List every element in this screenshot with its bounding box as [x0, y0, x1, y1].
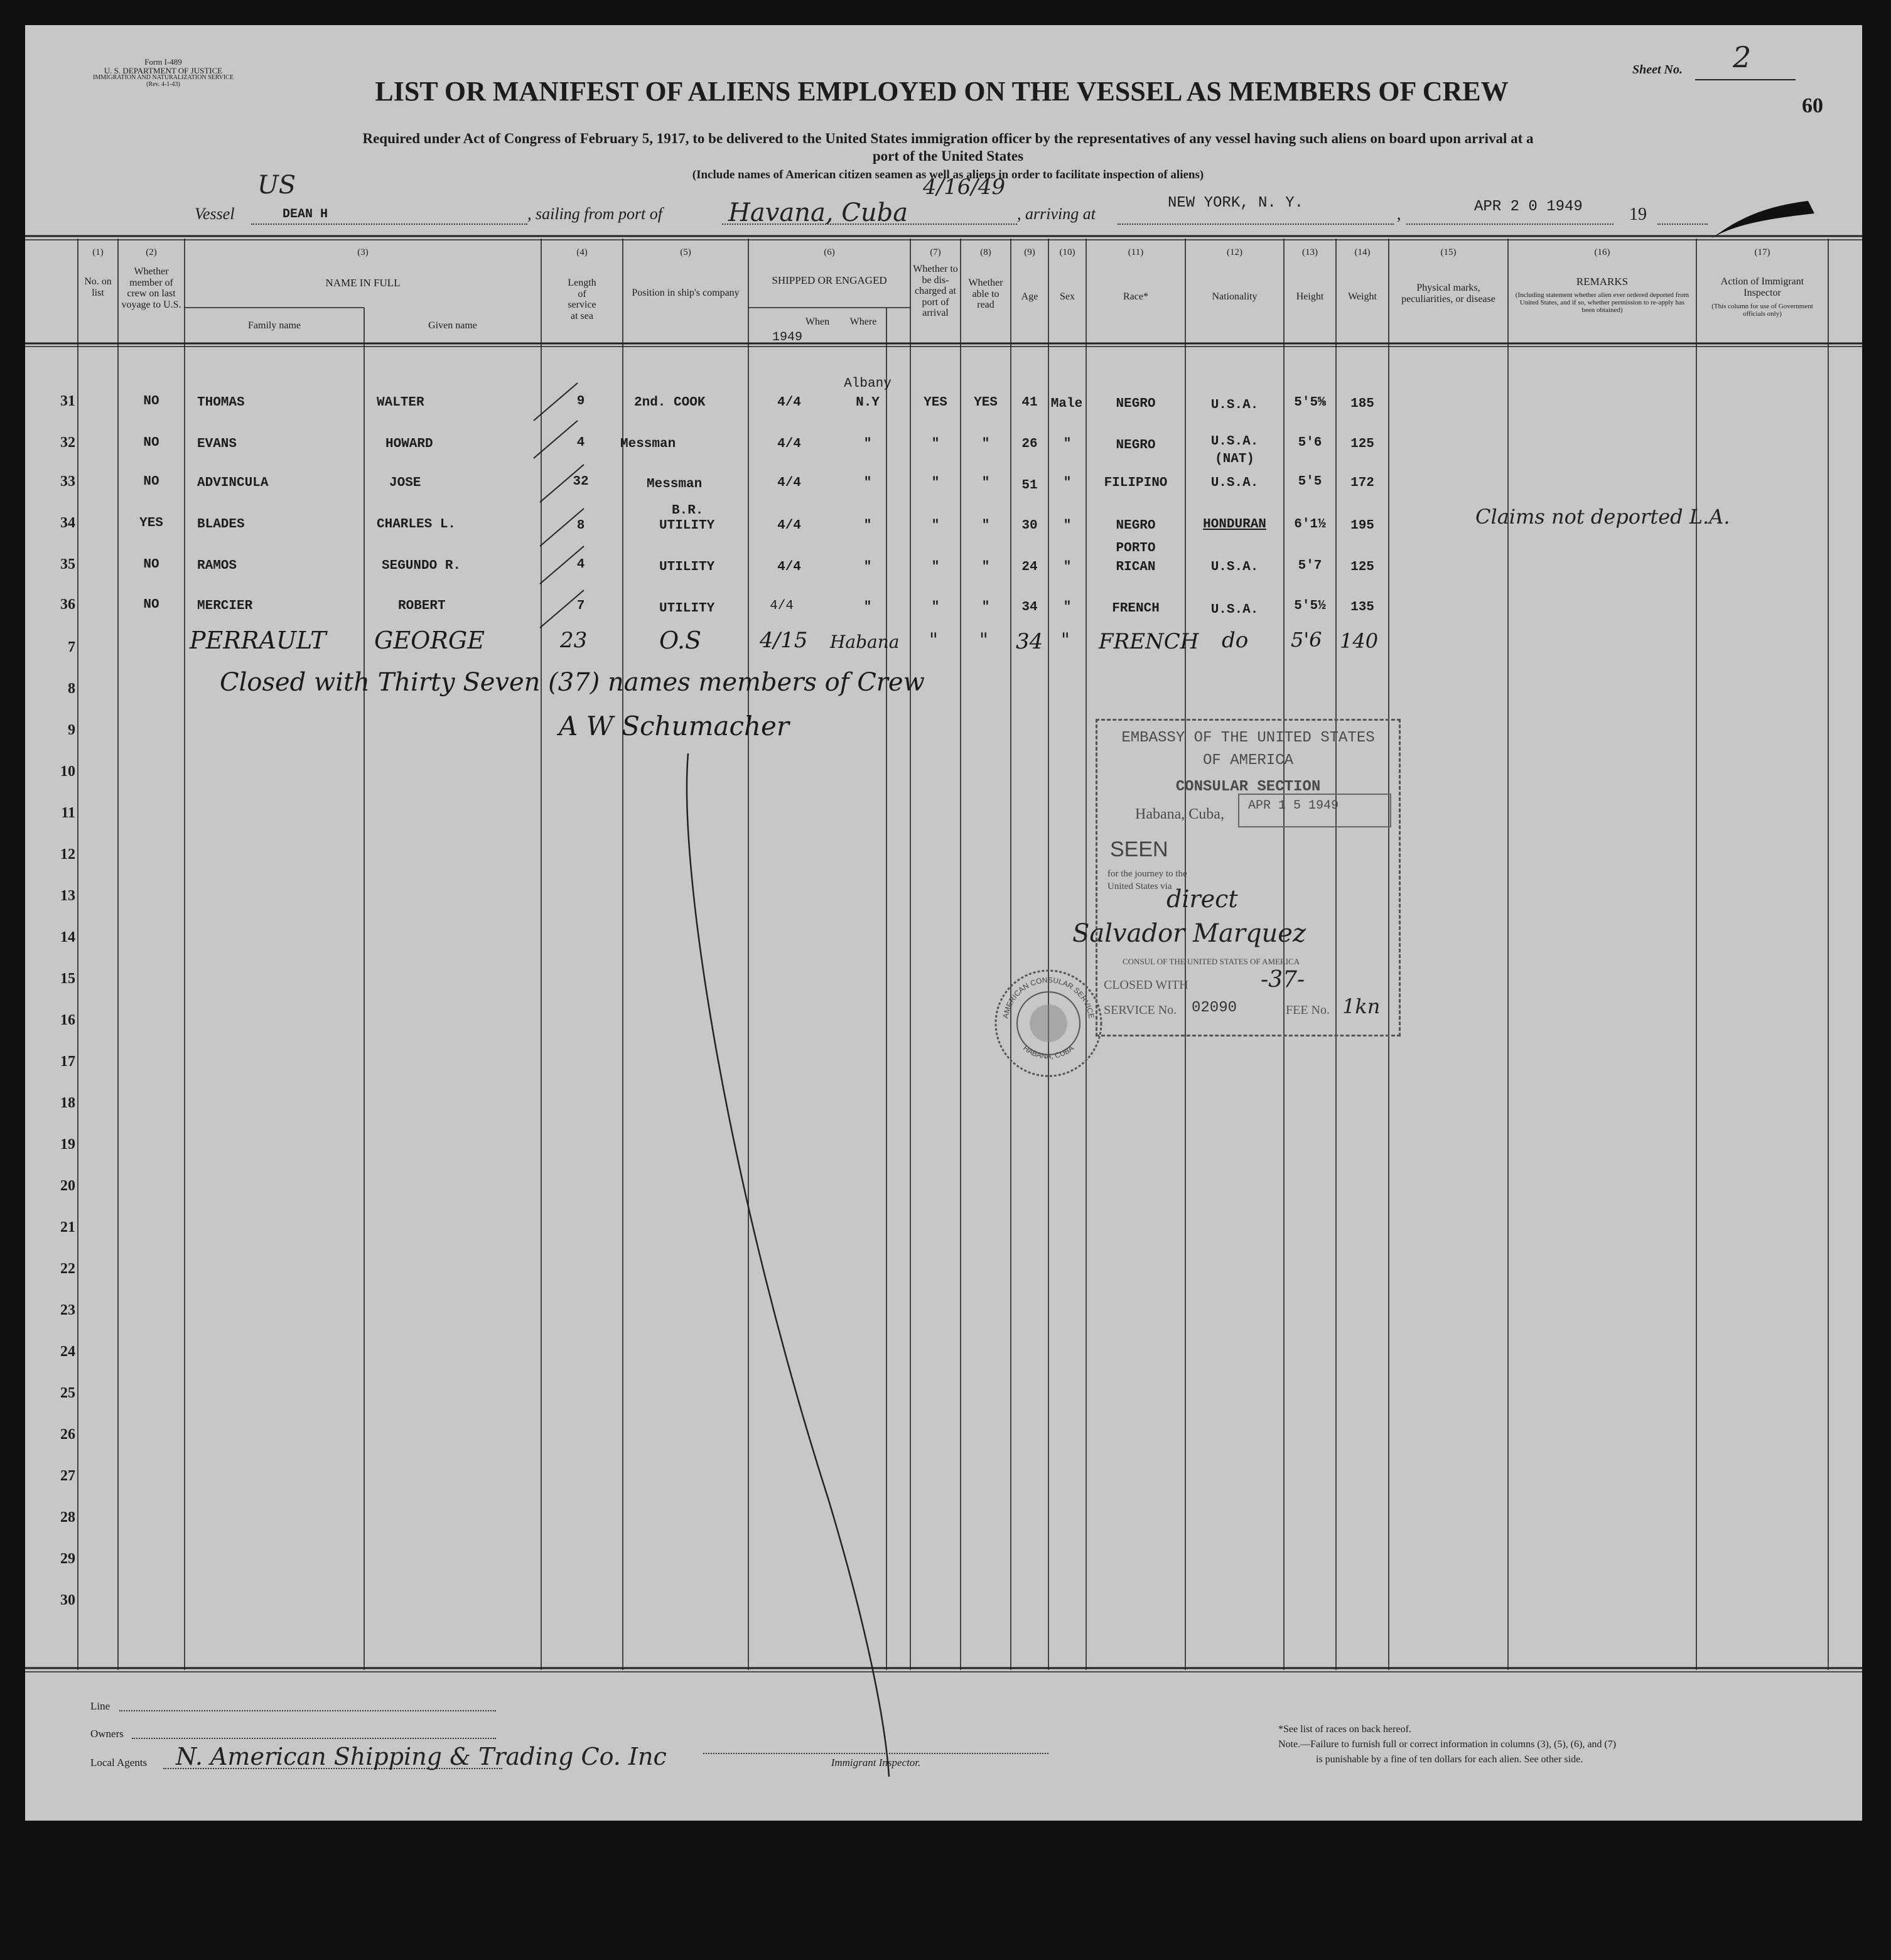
header-age: Age — [1021, 291, 1038, 302]
cell-weight: 125 — [1350, 437, 1374, 451]
cell-nationality: U.S.A. — [1210, 476, 1259, 490]
cell-given: SEGUNDO R. — [382, 559, 461, 573]
footer-line-rule — [119, 1710, 496, 1711]
cell-nationality: U.S.A. — [1210, 434, 1259, 449]
cell-discharged: " — [931, 476, 940, 490]
footer-agents-value: N. American Shipping & Trading Co. Inc — [176, 1743, 667, 1770]
footer-agents-rule — [163, 1768, 502, 1769]
cell-race: RICAN — [1116, 560, 1156, 574]
cell-age: 34 — [1021, 600, 1038, 615]
col-num-12: (12) — [1227, 247, 1242, 257]
col-num-13: (13) — [1302, 247, 1318, 257]
row-number: 16 — [60, 1012, 75, 1028]
hand-sex: " — [1061, 629, 1070, 651]
cell-member: NO — [143, 598, 159, 612]
row-number: 33 — [60, 473, 75, 490]
hand-when: 4/15 — [760, 628, 808, 653]
header-position: Position in ship's company — [632, 288, 740, 298]
header-action: Action of Immigrant Inspector — [1720, 276, 1804, 298]
row-number: 9 — [68, 722, 75, 738]
cell-family: BLADES — [197, 517, 245, 532]
hand-family: PERRAULT — [190, 627, 326, 654]
col-num-17: (17) — [1754, 247, 1770, 257]
comma: , — [1397, 205, 1401, 223]
row-number: 32 — [60, 434, 75, 451]
header-able-read: Whether able to read — [968, 277, 1003, 311]
cell-given: ROBERT — [398, 599, 446, 613]
cell-weight: 195 — [1350, 519, 1374, 533]
svg-text:HABANA, CUBA — [1021, 1043, 1075, 1060]
footer-owners-label: Owners — [90, 1728, 124, 1740]
vessel-name: DEAN H — [283, 207, 328, 222]
col-num-3: (3) — [357, 247, 369, 257]
cell-nationality-sub: (NAT) — [1214, 452, 1254, 466]
row-number: 17 — [60, 1053, 75, 1070]
cell-race: NEGRO — [1116, 397, 1156, 411]
stamp-date-box — [1238, 794, 1391, 827]
header-family-name: Family name — [248, 320, 301, 331]
stamp-place: Habana, Cuba, — [1135, 806, 1224, 822]
cell-family: MERCIER — [197, 599, 253, 613]
col-num-16: (16) — [1594, 247, 1610, 257]
footer-note-3: is punishable by a fine of ten dollars for each alien. See other side. — [1316, 1754, 1583, 1765]
row-number: 30 — [60, 1592, 75, 1608]
cell-position: 2nd. COOK — [634, 396, 706, 410]
cell-nationality: U.S.A. — [1210, 398, 1259, 412]
row-number: 11 — [61, 805, 75, 821]
cell-height: 5'7 — [1298, 559, 1322, 573]
cell-length: 8 — [576, 519, 585, 533]
footer-inspector-label: Immigrant Inspector. — [831, 1757, 921, 1769]
cell-sex: " — [1063, 476, 1072, 490]
stamp-seen: SEEN — [1110, 837, 1168, 861]
cell-member: NO — [143, 557, 159, 572]
cell-position: UTILITY — [659, 519, 715, 533]
row-number: 35 — [60, 556, 75, 573]
row-number: 29 — [60, 1551, 75, 1567]
manifest-sheet — [25, 25, 1862, 1821]
stamp-closed-value: -37- — [1261, 967, 1305, 993]
cell-age: 41 — [1021, 396, 1038, 410]
cell-where: " — [863, 476, 872, 490]
cell-read: " — [981, 476, 990, 490]
include-note: (Include names of American citizen seamen as well as aliens in order to facilitate inspection of aliens) — [692, 168, 1204, 181]
cell-read: " — [981, 560, 990, 574]
cell-discharged: " — [931, 560, 940, 574]
cell-when: 4/4 — [777, 396, 801, 410]
cell-position: UTILITY — [659, 601, 715, 616]
cell-nationality: U.S.A. — [1210, 560, 1259, 574]
stamp-service-no: 02090 — [1192, 999, 1237, 1016]
cell-when: 4/4 — [777, 437, 801, 451]
header-discharged: Whether to be dis-charged at port of arrival — [913, 264, 958, 319]
header-whether-member: Whether member of crew on last voyage to U.S. — [121, 266, 181, 310]
closing-note: Closed with Thirty Seven (37) names members of Crew — [220, 668, 925, 697]
cell-position: Messman — [647, 477, 703, 492]
cell-given: JOSE — [389, 476, 421, 490]
row-number: 24 — [60, 1343, 75, 1360]
header-weight: Weight — [1348, 291, 1377, 302]
footer-line-label: Line — [90, 1700, 110, 1712]
seal-top-text: AMERICAN CONSULAR SERVICE — [1001, 975, 1096, 1020]
cell-race: FRENCH — [1112, 601, 1160, 616]
hand-where: Habana — [830, 632, 900, 652]
page-number: 60 — [1802, 94, 1823, 117]
sailing-date: 4/16/49 — [923, 175, 1006, 200]
col-num-9: (9) — [1024, 247, 1035, 257]
hand-discharged: " — [929, 629, 938, 651]
hand-length: 23 — [560, 628, 588, 653]
stamp-via-hand: direct — [1166, 885, 1238, 913]
header-physical: Physical marks, peculiarities, or disease — [1401, 283, 1495, 304]
cell-race-top: PORTO — [1116, 541, 1156, 556]
cell-given: HOWARD — [385, 437, 433, 451]
hand-nationality: do — [1222, 628, 1249, 653]
header-given-name: Given name — [428, 320, 477, 331]
header-length-service: Length of service at sea — [568, 277, 596, 321]
year-label: 19 — [1629, 205, 1647, 224]
page-title: LIST OR MANIFEST OF ALIENS EMPLOYED ON THE VESSEL AS MEMBERS OF CREW — [375, 76, 1509, 107]
cell-height: 5'5½ — [1294, 599, 1326, 613]
header-no-on-list: No. on list — [84, 276, 112, 298]
cell-race: NEGRO — [1116, 438, 1156, 453]
cell-sex: " — [1063, 560, 1072, 574]
cell-sex: " — [1063, 519, 1072, 533]
consular-stamp — [1072, 719, 1401, 1037]
stamp-closed-label: CLOSED WITH — [1104, 978, 1188, 992]
cell-age: 26 — [1021, 437, 1038, 451]
cell-age: 51 — [1021, 478, 1038, 493]
arriving-port: NEW YORK, N. Y. — [1168, 195, 1304, 212]
col-num-10: (10) — [1059, 247, 1075, 257]
cell-family: THOMAS — [197, 396, 245, 410]
stamp-consul-label: CONSUL OF THE UNITED STATES OF AMERICA — [1123, 957, 1300, 966]
cell-height: 5'5⅝ — [1294, 396, 1326, 410]
stamp-line-3: CONSULAR SECTION — [1175, 778, 1321, 795]
cell-length: 4 — [576, 436, 585, 450]
header-where: Where — [849, 316, 877, 327]
hand-race: FRENCH — [1099, 629, 1199, 654]
cell-sex: " — [1063, 600, 1072, 615]
cell-position-top: B.R. — [672, 503, 704, 518]
header-shipped: SHIPPED OR ENGAGED — [772, 274, 887, 286]
cell-family: ADVINCULA — [197, 476, 269, 490]
header-height: Height — [1296, 291, 1324, 302]
col-num-7: (7) — [930, 247, 941, 257]
footer-inspector-rule — [703, 1753, 1048, 1754]
hand-given: GEORGE — [374, 627, 485, 654]
sailing-label: , sailing from port of — [527, 205, 663, 223]
cell-length: 9 — [576, 394, 585, 409]
cell-race: FILIPINO — [1104, 476, 1168, 490]
sailing-port: Havana, Cuba — [728, 198, 908, 227]
cell-read: " — [981, 519, 990, 533]
cell-where: " — [863, 600, 872, 615]
cell-race: NEGRO — [1116, 519, 1156, 533]
cell-sex: Male — [1050, 397, 1083, 411]
row-number: 14 — [60, 929, 75, 945]
row-number: 26 — [60, 1426, 75, 1443]
cell-height: 6'1½ — [1294, 517, 1326, 532]
cell-when: 4/4 — [770, 599, 794, 613]
cell-weight: 185 — [1350, 397, 1374, 411]
cell-where-top: Albany — [844, 377, 892, 391]
header-when: When — [805, 316, 830, 327]
form-number: Form I-489 — [144, 57, 182, 67]
cell-length: 32 — [573, 475, 589, 489]
col-num-11: (11) — [1128, 247, 1144, 257]
col-num-5: (5) — [680, 247, 691, 257]
cell-when: 4/4 — [777, 560, 801, 574]
cell-member: NO — [143, 475, 159, 489]
cell-position: Messman — [620, 437, 676, 451]
seal-bottom-text: HABANA, CUBA — [1021, 1043, 1075, 1061]
header-remarks: REMARKS — [1576, 276, 1629, 288]
row-number: 12 — [60, 846, 75, 863]
row-number: 31 — [60, 393, 75, 409]
row-number: 23 — [60, 1302, 75, 1318]
header-action-note: (This column for use of Government officials only) — [1711, 303, 1813, 318]
hand-age: 34 — [1016, 629, 1043, 654]
stamp-via: United States via — [1107, 881, 1172, 891]
hand-position: O.S — [659, 627, 702, 654]
arrival-date-stamp: APR 2 0 1949 — [1474, 198, 1583, 215]
cell-weight: 172 — [1350, 476, 1374, 490]
row-number: 36 — [60, 596, 75, 613]
cell-position: UTILITY — [659, 560, 715, 574]
header-nationality: Nationality — [1212, 291, 1258, 302]
cell-nationality: U.S.A. — [1210, 603, 1259, 617]
col-num-2: (2) — [146, 247, 157, 257]
vessel-prefix: US — [257, 171, 296, 200]
row-number: 18 — [60, 1095, 75, 1111]
cell-length: 4 — [576, 557, 585, 572]
cell-where: " — [863, 519, 872, 533]
cell-discharged: " — [931, 519, 940, 533]
stamp-consul-signature: Salvador Marquez — [1072, 919, 1306, 948]
cell-length: 7 — [576, 599, 585, 613]
cell-member: YES — [139, 516, 163, 530]
hand-height: 5'6 — [1291, 628, 1322, 652]
footer-note-1: *See list of races on back hereof. — [1278, 1724, 1411, 1735]
header-sex: Sex — [1060, 291, 1075, 302]
col-num-14: (14) — [1354, 247, 1371, 257]
length-check-marks — [515, 377, 615, 653]
sheet-number: 2 — [1733, 40, 1752, 74]
hand-weight: 140 — [1340, 629, 1379, 653]
row-number: 25 — [60, 1385, 75, 1401]
header-race: Race* — [1123, 291, 1148, 302]
row-number: 21 — [60, 1219, 75, 1236]
row-number: 10 — [60, 763, 75, 780]
cell-nationality: HONDURAN — [1203, 517, 1266, 532]
row-number: 7 — [68, 639, 75, 655]
header-when-year: 1949 — [772, 330, 803, 345]
header-remarks-note: (Including statement whether alien ever ordered deported from United States, and if so, whether permission to re-apply has been obtained) — [1515, 291, 1689, 315]
stamp-service-label: SERVICE No. — [1104, 1003, 1177, 1017]
stamp-journey: for the journey to the — [1107, 869, 1187, 879]
header-name-in-full: NAME IN FULL — [325, 277, 401, 289]
col-num-1: (1) — [92, 247, 104, 257]
cell-sex: " — [1063, 437, 1072, 451]
revision: (Rev. 4-1-43) — [146, 80, 180, 88]
footer-agents-label: Local Agents — [90, 1757, 148, 1769]
cell-when: 4/4 — [777, 476, 801, 490]
required-line-1: Required under Act of Congress of February 5, 1917, to be delivered to the United States immigration officer by the representatives of any vessel having such aliens on board upon arrival at a — [362, 131, 1534, 146]
cell-height: 5'6 — [1298, 436, 1322, 450]
footer-note-2: Note.—Failure to furnish full or correct information in columns (3), (5), (6), and (7) — [1278, 1739, 1617, 1750]
cell-read: YES — [974, 396, 998, 410]
service-name: IMMIGRATION AND NATURALIZATION SERVICE — [93, 74, 234, 82]
cell-family: RAMOS — [197, 559, 237, 573]
consular-seal — [992, 967, 1105, 1080]
cell-height: 5'5 — [1298, 475, 1322, 489]
stamp-line-2: OF AMERICA — [1202, 752, 1294, 769]
row-number: 15 — [60, 971, 75, 987]
row-number: 28 — [60, 1509, 75, 1526]
cell-where: " — [863, 437, 872, 451]
cell-given: CHARLES L. — [377, 517, 456, 532]
row-number: 20 — [60, 1178, 75, 1194]
cell-remarks: Claims not deported L.A. — [1475, 505, 1730, 529]
col-num-8: (8) — [980, 247, 991, 257]
arriving-label: , arriving at — [1017, 205, 1096, 223]
inspector-signature: A W Schumacher — [559, 711, 789, 741]
stamp-fee-label: FEE No. — [1286, 1003, 1330, 1017]
row-number: 27 — [60, 1468, 75, 1484]
row-number: 8 — [68, 681, 75, 697]
cell-discharged: " — [931, 437, 940, 451]
row-number: 19 — [60, 1136, 75, 1153]
col-num-6: (6) — [824, 247, 835, 257]
vessel-label: Vessel — [195, 205, 235, 223]
cell-read: " — [981, 600, 990, 615]
sheet-label: Sheet No. — [1632, 63, 1683, 77]
col-num-4: (4) — [576, 247, 588, 257]
row-number: 22 — [60, 1261, 75, 1277]
cell-family: EVANS — [197, 437, 237, 451]
cell-when: 4/4 — [777, 519, 801, 533]
cell-weight: 125 — [1350, 560, 1374, 574]
cell-age: 24 — [1021, 560, 1038, 574]
col-num-15: (15) — [1440, 247, 1457, 257]
required-line-2: port of the United States — [872, 148, 1024, 164]
row-number: 13 — [60, 888, 75, 904]
cell-member: NO — [143, 436, 159, 450]
row-number: 34 — [60, 515, 75, 531]
department: U. S. DEPARTMENT OF JUSTICE — [104, 65, 223, 75]
cell-weight: 135 — [1350, 600, 1374, 615]
stamp-line-1: EMBASSY OF THE UNITED STATES — [1121, 730, 1375, 746]
stamp-fee-no: 1kn — [1342, 994, 1381, 1018]
stamp-date: APR 1 5 1949 — [1248, 799, 1339, 813]
cell-discharged: YES — [924, 396, 947, 410]
hand-read: " — [979, 629, 988, 651]
footer-owners-rule — [132, 1738, 496, 1739]
cell-where: N.Y — [856, 396, 880, 410]
cell-member: NO — [143, 394, 159, 409]
cell-discharged: " — [931, 600, 940, 615]
cell-where: " — [863, 560, 872, 574]
cell-given: WALTER — [377, 396, 424, 410]
cell-read: " — [981, 437, 990, 451]
signature-tail — [653, 747, 929, 1789]
cell-age: 30 — [1021, 519, 1038, 533]
